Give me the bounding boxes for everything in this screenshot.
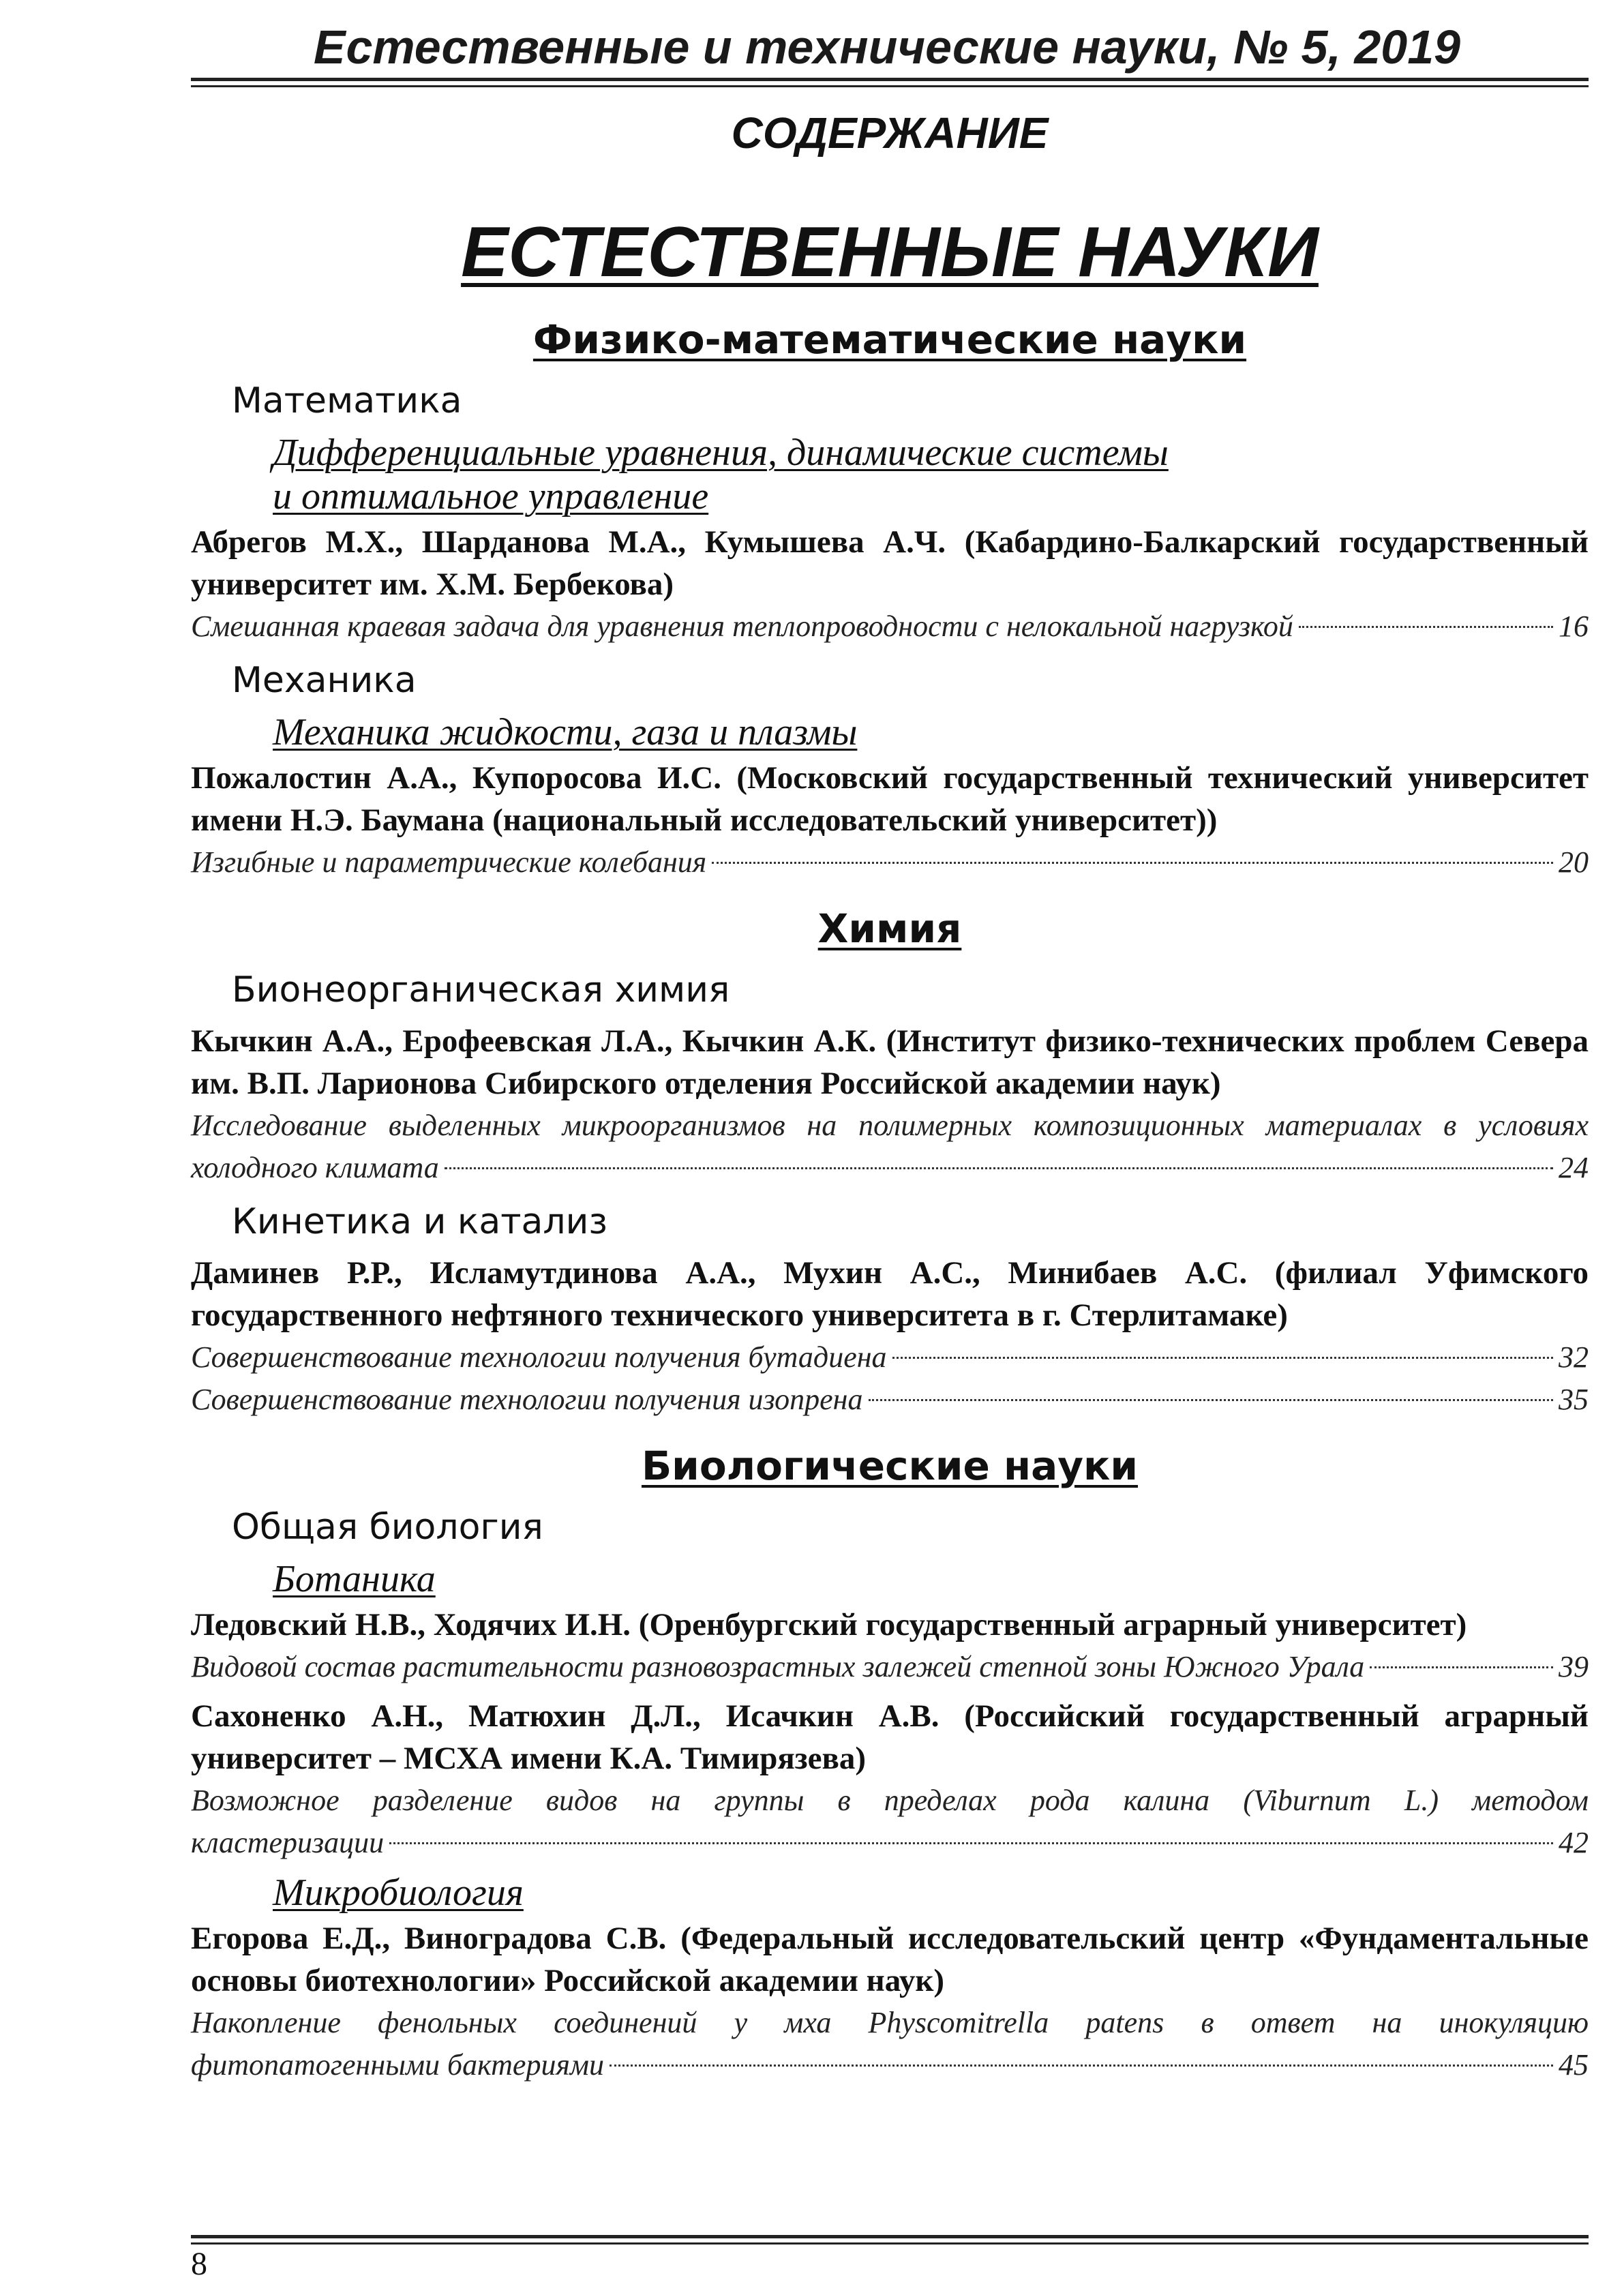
specialty-line: Дифференциальные уравнения, динамические системы: [273, 432, 1169, 474]
entry-title[interactable]: Возможное разделение видов на группы в пределах рода калина (Viburnum L.) методом: [191, 1784, 1589, 1817]
entry-title-link[interactable]: [191, 1336, 1589, 1379]
entry-title-link[interactable]: [191, 1822, 1589, 1864]
entry-title: Видовой состав растительности разновозрастных залежей степной зоны Южного Урала: [191, 1650, 1365, 1683]
toc-entry: [191, 1917, 1589, 2086]
leader-dots: [445, 1167, 1553, 1169]
entry-page: 45: [1559, 2048, 1589, 2082]
footer-rule: [191, 2235, 1589, 2245]
leader-dots: [1299, 626, 1553, 628]
entry-title-link[interactable]: [191, 605, 1589, 648]
entry-title: Смешанная краевая задача для уравнения теплопроводности с нелокальной нагрузкой: [191, 610, 1293, 643]
entry-page: 42: [1559, 1826, 1589, 1859]
page-number: 8: [191, 2246, 207, 2282]
discipline-heading: Механика: [232, 660, 417, 701]
entry-title-link[interactable]: [191, 1379, 1589, 1421]
toc-entry: [191, 1604, 1589, 1688]
specialty-heading: Микробиология: [273, 1872, 524, 1914]
specialty-line: и оптимальное управление: [273, 475, 709, 517]
entry-authors: Ледовский Н.В., Ходячих И.Н. (Оренбургский государственный аграрный университет): [191, 1607, 1467, 1642]
branch-heading: Химия: [817, 905, 962, 952]
leader-dots: [892, 1357, 1553, 1359]
entry-page: 20: [1559, 845, 1589, 879]
branch-heading: Биологические науки: [641, 1443, 1139, 1489]
branch-heading: Физико-математические науки: [532, 316, 1247, 363]
toc-content: [191, 211, 1589, 2093]
domain-heading: ЕСТЕСТВЕННЫЕ НАУКИ: [461, 213, 1319, 292]
entry-authors: Пожалостин А.А., Купоросова И.С. (Московский государственный технический университет имени Н.Э. Баумана (национальный исследовательский университет)): [191, 760, 1589, 838]
entry-title: Изгибные и параметрические колебания: [191, 845, 707, 879]
toc-entry: [191, 521, 1589, 648]
entry-title-continued: кластеризации: [191, 1826, 385, 1859]
toc-entry: [191, 1020, 1589, 1189]
toc-entry: [191, 1252, 1589, 1421]
leader-dots: [712, 862, 1553, 864]
leader-dots: [869, 1399, 1554, 1401]
entry-authors: Егорова Е.Д., Виноградова С.В. (Федеральный исследовательский центр «Фундаментальные основы биотехнологии» Российской академии наук): [191, 1921, 1589, 1998]
leader-dots: [610, 2065, 1553, 2067]
entry-title-continued: холодного климата: [191, 1151, 439, 1184]
entry-title[interactable]: Накопление фенольных соединений у мха Physcomitrella patens в ответ на инокуляцию: [191, 2006, 1589, 2039]
discipline-heading: Кинетика и катализ: [232, 1201, 608, 1242]
discipline-heading: Математика: [232, 380, 462, 421]
entry-title: Совершенствование технологии получения изопрена: [191, 1383, 863, 1416]
entry-title-link[interactable]: [191, 841, 1589, 884]
entry-title-link[interactable]: [191, 1646, 1589, 1688]
specialty-heading: Ботаника: [273, 1558, 436, 1600]
entry-title[interactable]: Исследование выделенных микроорганизмов на полимерных композиционных материалах в условиях: [191, 1109, 1589, 1142]
leader-dots: [1370, 1666, 1553, 1668]
entry-page: 35: [1559, 1383, 1589, 1416]
entry-authors: Абрегов М.Х., Шарданова М.А., Кумышева А.Ч. (Кабардино-Балкарский государственный университет им. Х.М. Бербекова): [191, 524, 1589, 602]
entry-title-link[interactable]: [191, 1147, 1589, 1189]
entry-title-continued: фитопатогенными бактериями: [191, 2048, 604, 2082]
entry-authors: Сахоненко А.Н., Матюхин Д.Л., Исачкин А.В. (Российский государственный аграрный университет – МСХА имени К.А. Тимирязева): [191, 1698, 1589, 1776]
entry-page: 32: [1559, 1340, 1589, 1374]
leader-dots: [389, 1842, 1553, 1844]
header-rule: [191, 78, 1589, 87]
specialty-heading: Механика жидкости, газа и плазмы: [273, 711, 858, 753]
entry-authors: Кычкин А.А., Ерофеевская Л.А., Кычкин А.К. (Институт физико-технических проблем Севера им. В.П. Ларионова Сибирского отделения Российской академии наук): [191, 1023, 1589, 1101]
entry-title: Совершенствование технологии получения бутадиена: [191, 1340, 887, 1374]
specialty-heading: [273, 431, 1589, 518]
entry-page: 16: [1559, 610, 1589, 643]
discipline-heading: Общая биология: [232, 1507, 543, 1548]
entry-page: 24: [1559, 1151, 1589, 1184]
discipline-heading: Бионеорганическая химия: [232, 970, 730, 1010]
entry-title-link[interactable]: [191, 2044, 1589, 2086]
journal-header: Естественные и технические науки, № 5, 2019: [313, 20, 1461, 74]
entry-authors: Даминев Р.Р., Исламутдинова А.А., Мухин А.С., Минибаев А.С. (филиал Уфимского государственного нефтяного технического университета в г. Стерлитамаке): [191, 1255, 1589, 1333]
entry-page: 39: [1559, 1650, 1589, 1683]
toc-entry: [191, 1695, 1589, 1864]
toc-entry: [191, 757, 1589, 884]
toc-title: СОДЕРЖАНИЕ: [731, 108, 1049, 157]
